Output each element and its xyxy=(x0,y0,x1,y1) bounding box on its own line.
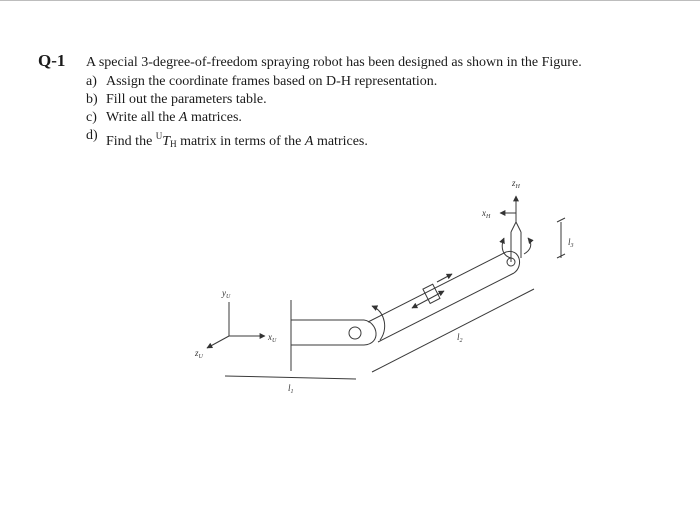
base-arm xyxy=(291,320,376,345)
question-number: Q-1 xyxy=(38,51,66,70)
part-text-post: matrices. xyxy=(313,134,368,149)
label-y-u: $y_U$ xyxy=(222,288,231,300)
part-letter: a) xyxy=(86,74,97,89)
label-l1: $l_1$ xyxy=(288,383,294,395)
part-text: Fill out the parameters table. xyxy=(106,92,267,107)
label-z-u: $z_U$ xyxy=(195,348,203,360)
label-l3: $l_3$ xyxy=(568,237,574,249)
l1-dimension-line xyxy=(225,376,356,379)
transform-symbol: T xyxy=(162,134,171,149)
subscript: H xyxy=(170,139,177,149)
part-text-pre: Write all the xyxy=(106,110,179,125)
l3-tick-top xyxy=(557,218,565,222)
part-text-post: matrices. xyxy=(187,110,242,125)
matrix-symbol: A xyxy=(304,134,314,149)
part-letter: b) xyxy=(86,92,98,107)
base-frame xyxy=(207,302,265,348)
superscript: U xyxy=(155,131,163,141)
wrist-rotation-arrow-icon xyxy=(502,238,511,258)
z-axis-u xyxy=(207,336,229,348)
part-letter: d) xyxy=(86,128,98,143)
part-letter: c) xyxy=(86,110,97,125)
rotation-arrow-icon xyxy=(372,306,385,340)
label-x-h: $x_H$ xyxy=(482,208,491,220)
part-text-mid: matrix in terms of the xyxy=(176,134,305,149)
slide-arrow-icon xyxy=(412,291,444,308)
label-z-h: $z_H$ xyxy=(512,178,520,190)
matrix-symbol: A xyxy=(178,110,188,125)
label-l2: $l_2$ xyxy=(457,332,463,344)
part-text-pre: Find the xyxy=(106,134,156,149)
slide-arm xyxy=(368,251,520,342)
joint-1-icon xyxy=(349,327,361,339)
wrist xyxy=(500,196,531,262)
part-text: Assign the coordinate frames based on D-H representation. xyxy=(106,74,438,89)
l2-dimension-line xyxy=(372,289,534,372)
label-x-u: $x_U$ xyxy=(268,332,277,344)
wrist-rotation-arrow-2-icon xyxy=(524,238,531,254)
question-intro: A special 3-degree-of-freedom spraying robot has been designed as shown in the Figure. xyxy=(86,55,582,70)
